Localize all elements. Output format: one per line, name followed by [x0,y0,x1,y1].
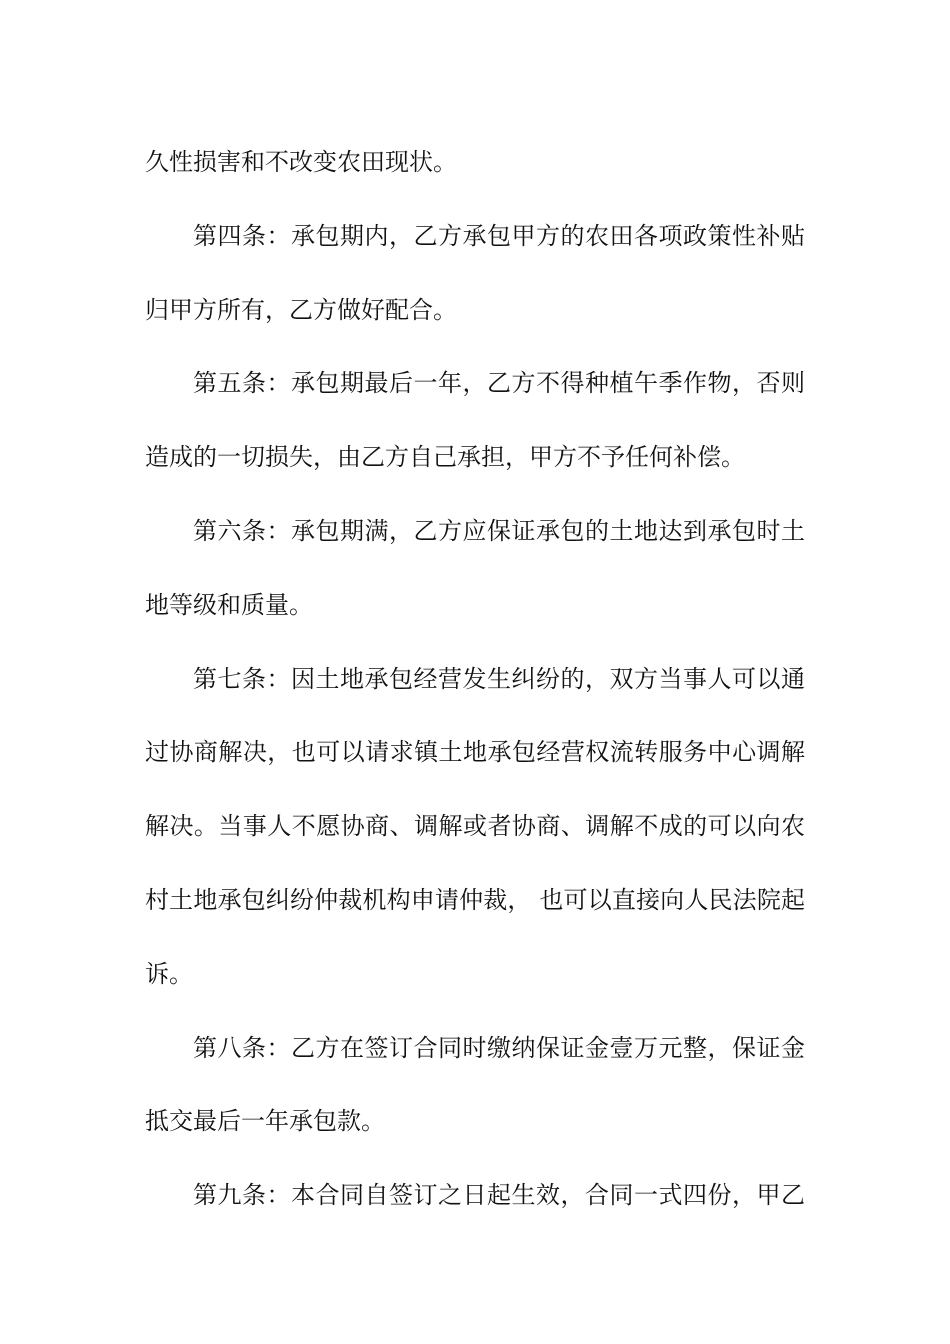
text-line: 地等级和质量。 [145,590,313,619]
text-line: 归甲方所有，乙方做好配合。 [145,295,457,324]
text-line: 造成的一切损失，由乙方自己承担，甲方不予任何补偿。 [145,443,745,472]
article-8-line: 第八条：乙方在签订合同时缴纳保证金壹万元整，保证金 [193,1033,805,1062]
text-line: 过协商解决，也可以请求镇土地承包经营权流转服务中心调解 [145,738,805,767]
article-4-line: 第四条：承包期内，乙方承包甲方的农田各项政策性补贴 [193,221,805,250]
article-6-line: 第六条：承包期满，乙方应保证承包的土地达到承包时土 [193,516,805,545]
article-5-line: 第五条：承包期最后一年，乙方不得种植午季作物，否则 [193,369,805,398]
contract-body [145,126,805,1233]
text-line: 村土地承包纠纷仲裁机构申请仲裁， 也可以直接向人民法院起 [145,885,805,914]
text-line: 解决。当事人不愿协商、调解或者协商、调解不成的可以向农 [145,812,805,841]
text-line: 久性损害和不改变农田现状。 [145,148,457,176]
text-line: 抵交最后一年承包款。 [145,1107,385,1136]
article-7-line: 第七条：因土地承包经营发生纠纷的，双方当事人可以通 [193,664,805,693]
article-9-line: 第九条：本合同自签订之日起生效，合同一式四份，甲乙 [193,1181,805,1210]
text-line: 诉。 [145,959,193,988]
